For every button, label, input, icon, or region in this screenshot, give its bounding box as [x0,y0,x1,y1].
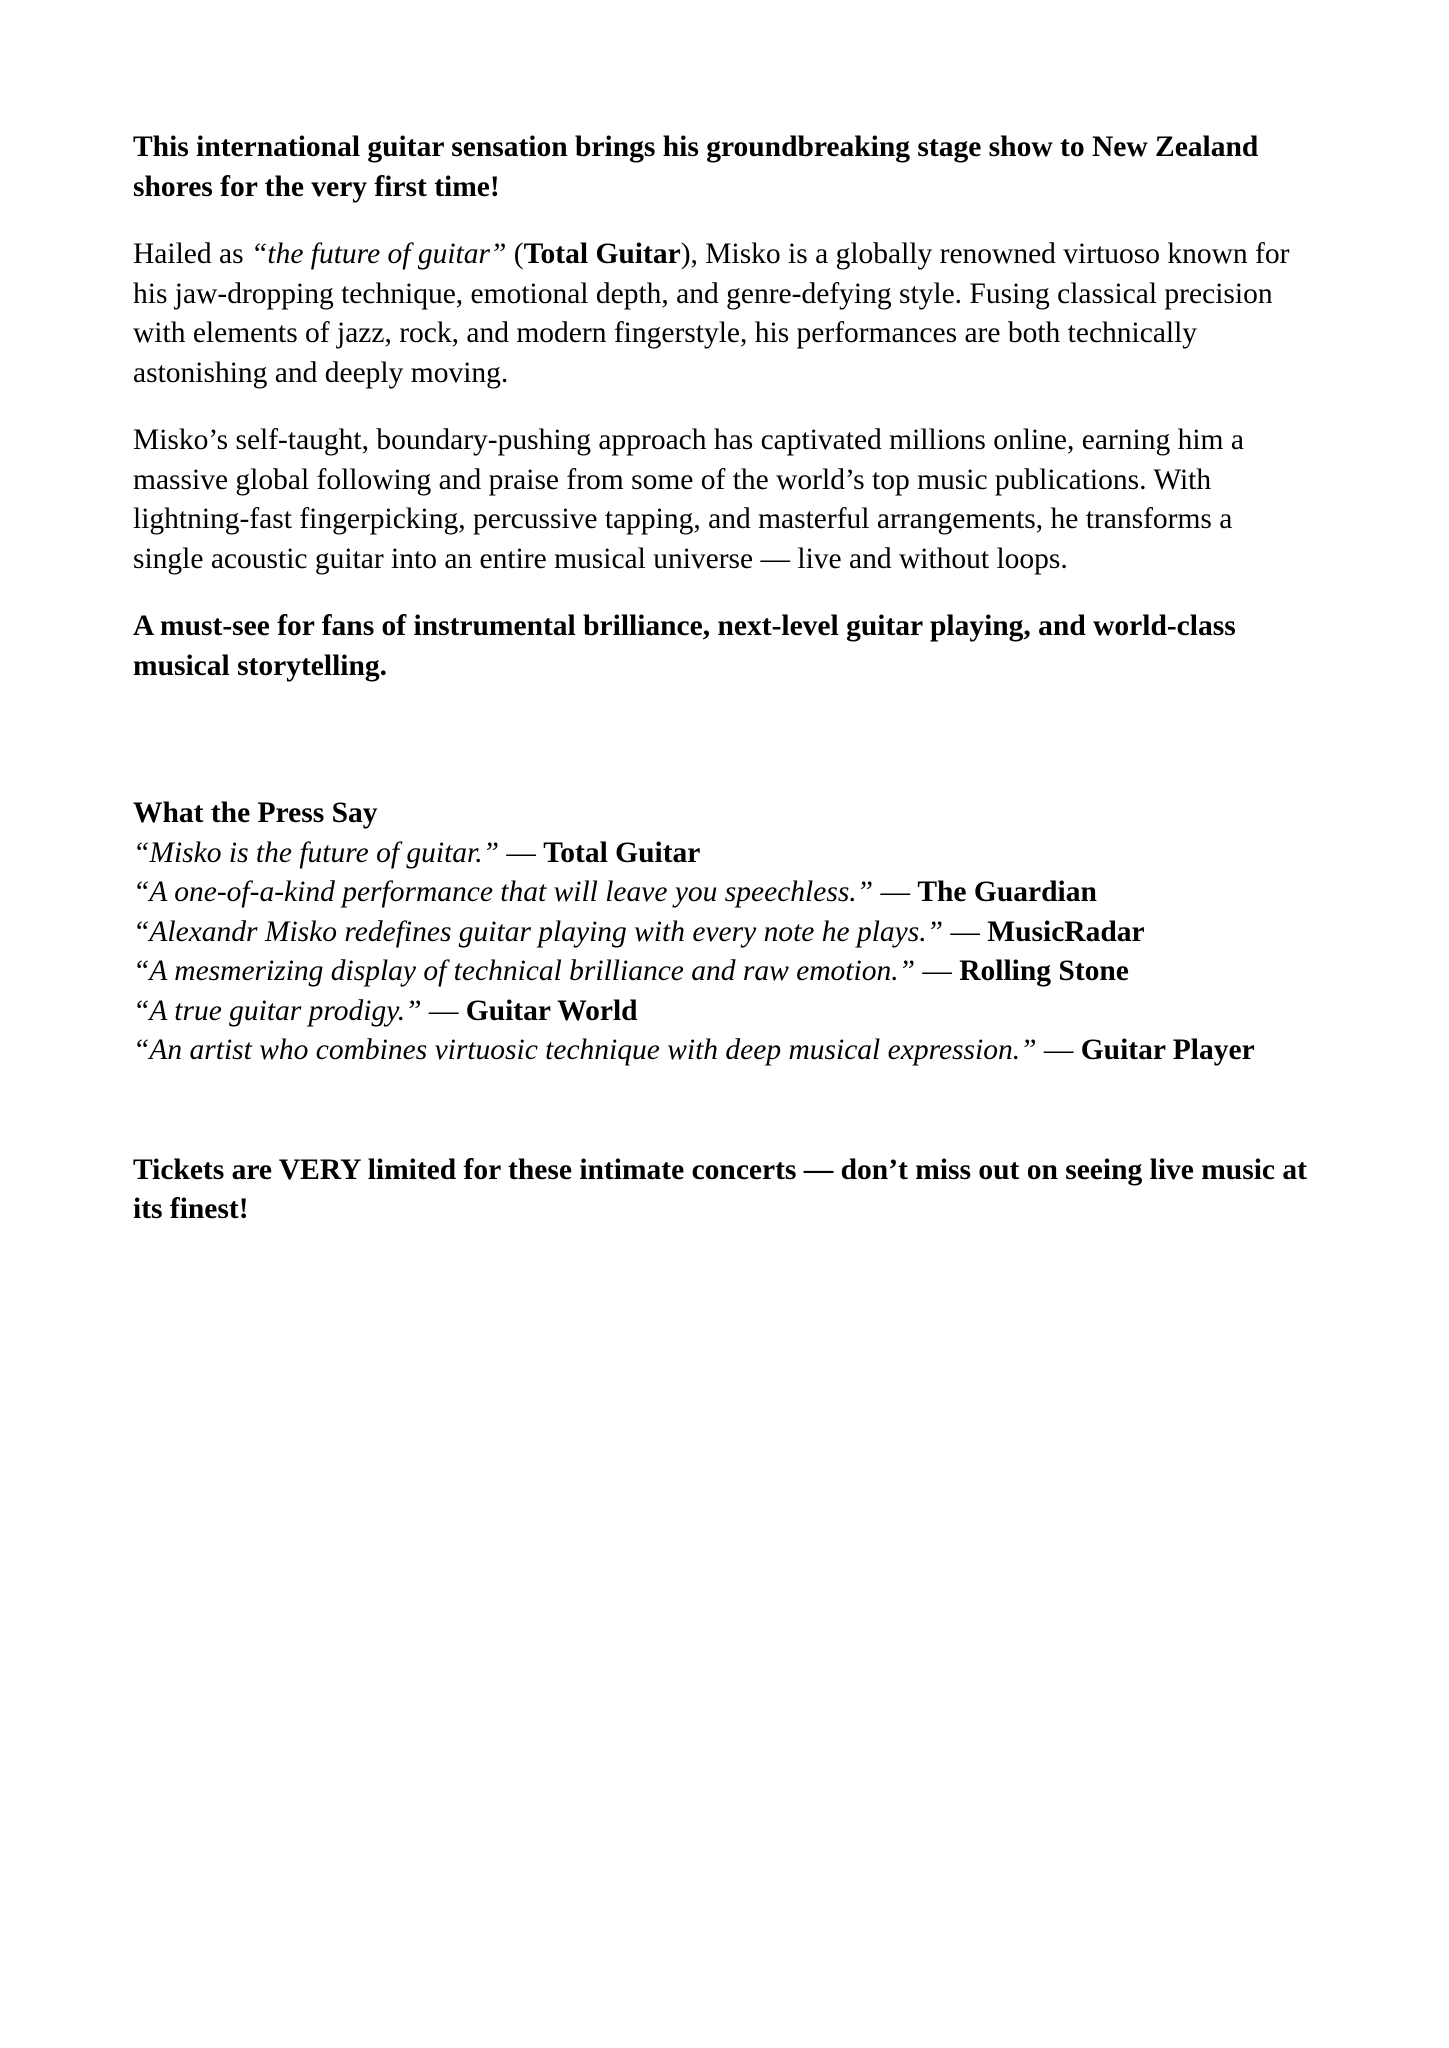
press-quote-line [133,1031,1308,1071]
hailed-quote-italic: “the future of guitar” [250,238,507,271]
press-quote-source: Rolling Stone [959,955,1129,988]
paragraph-must-see: A must-see for fans of instrumental brilliance, next-level guitar playing, and world-class musical storytelling. [133,610,1236,682]
press-quote-line [133,992,1308,1032]
press-section [133,794,1308,1071]
press-quote-dash: — [506,836,536,869]
press-quote-line [133,952,1308,992]
press-quote-text: “Misko is the future of guitar.” [133,836,500,869]
press-quote-text: “A mesmerizing display of technical brilliance and raw emotion.” [133,955,915,988]
press-quote-line [133,834,1308,874]
press-quote-dash: — [950,915,980,948]
press-quote-line [133,873,1308,913]
hailed-rest-text: ), Misko is a globally renowned virtuoso known for his jaw-dropping technique, emotional depth, and genre-defying style. Fusing classical precision with elements of jazz, rock, and modern fingerstyle, his performances are both technically astonishing and deeply moving. [133,238,1290,389]
press-quote-dash: — [1043,1034,1074,1067]
press-quote-line [133,913,1308,953]
press-quote-text: “An artist who combines virtuosic technique with deep musical expression.” [133,1034,1037,1067]
spacer-before-press [133,714,1308,794]
hailed-prefix-text: Hailed as [133,238,251,271]
hailed-publication-name: Total Guitar [523,238,681,271]
paragraph-tickets: Tickets are VERY limited for these intimate concerts — don’t miss out on seeing live music at its finest! [133,1153,1307,1226]
press-quote-source: The Guardian [917,876,1097,909]
press-quote-source: MusicRadar [987,915,1145,948]
press-quote-source: Guitar Player [1080,1034,1255,1067]
document-body [133,128,1308,1230]
hailed-paren-open: ( [506,238,524,271]
press-quote-text: “A one-of-a-kind performance that will leave you speechless.” [133,876,874,909]
press-quote-source: Guitar World [465,994,638,1027]
press-quote-text: “A true guitar prodigy.” [133,994,422,1027]
paragraph-self-taught: Misko’s self-taught, boundary-pushing approach has captivated millions online, earning him a massive global following and praise from some of the world’s top music publications. With lightning-fast fingerpicking, percussive tapping, and masterful arrangements, he transforms a single acoustic guitar into an entire musical universe — live and without loops. [133,424,1244,575]
press-quote-dash: — [428,994,459,1027]
spacer-before-tickets [133,1071,1308,1151]
press-quote-dash: — [922,955,952,988]
intro-headline: This international guitar sensation brings his groundbreaking stage show to New Zealand shores for the very first time! [133,131,1259,203]
press-quote-source: Total Guitar [543,836,701,869]
press-heading: What the Press Say [133,797,378,830]
press-quote-dash: — [880,876,910,909]
press-quote-text: “Alexandr Misko redefines guitar playing with every note he plays.” [133,915,944,948]
paragraph-hailed [133,235,1308,393]
